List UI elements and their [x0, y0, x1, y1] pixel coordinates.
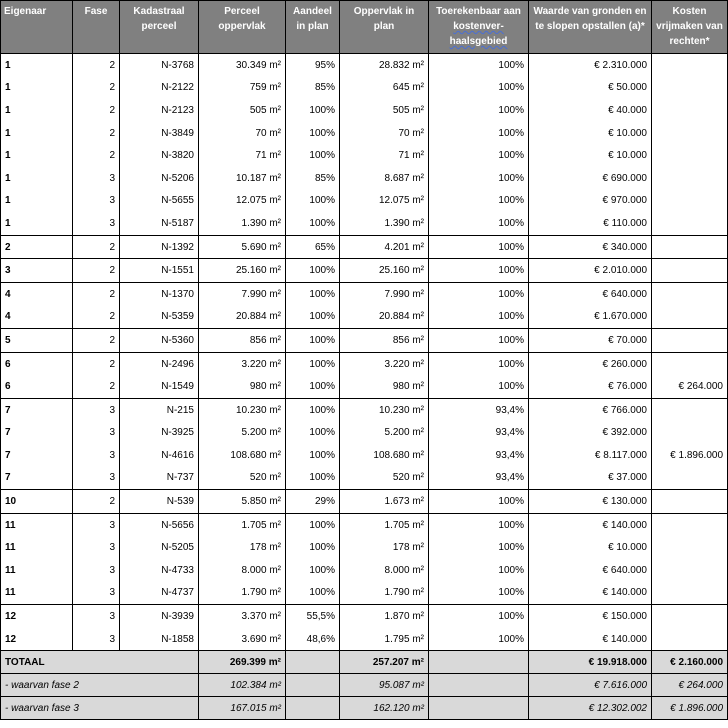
header-aandeel: Aandeel in plan	[286, 1, 340, 54]
kosten-cell	[652, 99, 728, 122]
perceel-oppervlak-cell: 178 m²	[199, 536, 286, 559]
fase-cell: 3	[73, 582, 120, 605]
fase-cell: 3	[73, 559, 120, 582]
kosten-cell	[652, 490, 728, 514]
kosten-cell	[652, 282, 728, 305]
perceel-oppervlak-cell: 108.680 m²	[199, 444, 286, 467]
perceel-cell: N-215	[120, 398, 199, 421]
aandeel-cell: 100%	[286, 375, 340, 398]
kosten-cell	[652, 582, 728, 605]
perceel-cell: N-3925	[120, 422, 199, 445]
perceel-cell: N-5187	[120, 212, 199, 235]
perceel-oppervlak-cell: 30.349 m²	[199, 54, 286, 77]
total-oppervlak-plan: 257.207 m²	[340, 651, 429, 674]
total-perceel-oppervlak: 269.399 m²	[199, 651, 286, 674]
waarde-cell: € 392.000	[529, 422, 652, 445]
oppervlak-plan-cell: 108.680 m²	[340, 444, 429, 467]
eigenaar-cell: 1	[1, 212, 73, 235]
total-empty	[429, 674, 529, 697]
perceel-cell: N-5205	[120, 536, 199, 559]
oppervlak-plan-cell: 1.673 m²	[340, 490, 429, 514]
kosten-cell	[652, 329, 728, 353]
toerekenbaar-cell: 93,4%	[429, 444, 529, 467]
perceel-cell: N-5360	[120, 329, 199, 353]
perceel-oppervlak-cell: 3.690 m²	[199, 628, 286, 651]
table-row	[1, 422, 728, 445]
waarde-cell: € 10.000	[529, 122, 652, 145]
oppervlak-plan-cell: 28.832 m²	[340, 54, 429, 77]
table-row	[1, 398, 728, 421]
fase-cell: 2	[73, 352, 120, 375]
fase-cell: 3	[73, 605, 120, 628]
eigenaar-cell: 1	[1, 54, 73, 77]
fase-cell: 3	[73, 212, 120, 235]
oppervlak-plan-cell: 70 m²	[340, 122, 429, 145]
aandeel-cell: 48,6%	[286, 628, 340, 651]
kosten-cell	[652, 513, 728, 536]
oppervlak-plan-cell: 1.795 m²	[340, 628, 429, 651]
aandeel-cell: 100%	[286, 582, 340, 605]
perceel-cell: N-3939	[120, 605, 199, 628]
total-kosten: € 1.896.000	[652, 697, 728, 720]
perceel-cell: N-4733	[120, 559, 199, 582]
waarde-cell: € 10.000	[529, 536, 652, 559]
eigenaar-cell: 11	[1, 582, 73, 605]
waarde-cell: € 640.000	[529, 559, 652, 582]
fase-cell: 2	[73, 99, 120, 122]
table-row	[1, 77, 728, 100]
aandeel-cell: 55,5%	[286, 605, 340, 628]
perceel-oppervlak-cell: 505 m²	[199, 99, 286, 122]
perceel-oppervlak-cell: 856 m²	[199, 329, 286, 353]
perceel-oppervlak-cell: 10.230 m²	[199, 398, 286, 421]
toerekenbaar-cell: 100%	[429, 99, 529, 122]
kosten-cell	[652, 167, 728, 190]
eigenaar-cell: 5	[1, 329, 73, 353]
toerekenbaar-cell: 100%	[429, 54, 529, 77]
fase-cell: 2	[73, 282, 120, 305]
fase-cell: 3	[73, 190, 120, 213]
waarde-cell: € 70.000	[529, 329, 652, 353]
table-row	[1, 190, 728, 213]
perceel-cell: N-5656	[120, 513, 199, 536]
perceel-oppervlak-cell: 8.000 m²	[199, 559, 286, 582]
total-perceel-oppervlak: 102.384 m²	[199, 674, 286, 697]
oppervlak-plan-cell: 645 m²	[340, 77, 429, 100]
eigenaar-cell: 7	[1, 467, 73, 490]
eigenaar-cell: 4	[1, 306, 73, 329]
aandeel-cell: 100%	[286, 122, 340, 145]
header-kadastraal: Kadastraal perceel	[120, 1, 199, 54]
perceel-cell: N-2122	[120, 77, 199, 100]
oppervlak-plan-cell: 1.390 m²	[340, 212, 429, 235]
kosten-cell	[652, 605, 728, 628]
perceel-cell: N-3820	[120, 144, 199, 167]
eigenaar-cell: 6	[1, 352, 73, 375]
table-row	[1, 375, 728, 398]
waarde-cell: € 340.000	[529, 235, 652, 259]
table-row	[1, 536, 728, 559]
waarde-cell: € 140.000	[529, 628, 652, 651]
aandeel-cell: 100%	[286, 398, 340, 421]
fase-cell: 3	[73, 513, 120, 536]
waarde-cell: € 40.000	[529, 99, 652, 122]
waarde-cell: € 10.000	[529, 144, 652, 167]
oppervlak-plan-cell: 980 m²	[340, 375, 429, 398]
perceel-cell: N-4737	[120, 582, 199, 605]
total-label: - waarvan fase 2	[1, 674, 199, 697]
waarde-cell: € 640.000	[529, 282, 652, 305]
kosten-cell	[652, 398, 728, 421]
perceel-cell: N-1370	[120, 282, 199, 305]
aandeel-cell: 100%	[286, 467, 340, 490]
perceel-cell: N-5359	[120, 306, 199, 329]
fase-cell: 2	[73, 329, 120, 353]
toerekenbaar-cell: 100%	[429, 513, 529, 536]
waarde-cell: € 8.117.000	[529, 444, 652, 467]
table-row	[1, 628, 728, 651]
perceel-oppervlak-cell: 980 m²	[199, 375, 286, 398]
toerekenbaar-cell: 100%	[429, 235, 529, 259]
total-empty	[286, 697, 340, 720]
oppervlak-plan-cell: 10.230 m²	[340, 398, 429, 421]
toerekenbaar-cell: 100%	[429, 352, 529, 375]
fase-cell: 2	[73, 490, 120, 514]
aandeel-cell: 100%	[286, 536, 340, 559]
waarde-cell: € 50.000	[529, 77, 652, 100]
perceel-cell: N-737	[120, 467, 199, 490]
eigenaar-cell: 1	[1, 144, 73, 167]
perceel-cell: N-2123	[120, 99, 199, 122]
waarde-cell: € 150.000	[529, 605, 652, 628]
aandeel-cell: 65%	[286, 235, 340, 259]
aandeel-cell: 100%	[286, 99, 340, 122]
fase-cell: 2	[73, 375, 120, 398]
aandeel-cell: 100%	[286, 444, 340, 467]
total-label: TOTAAL	[1, 651, 199, 674]
aandeel-cell: 85%	[286, 167, 340, 190]
eigenaar-cell: 11	[1, 513, 73, 536]
aandeel-cell: 100%	[286, 329, 340, 353]
kosten-cell	[652, 352, 728, 375]
toerekenbaar-cell: 100%	[429, 605, 529, 628]
perceel-oppervlak-cell: 1.705 m²	[199, 513, 286, 536]
table-row	[1, 513, 728, 536]
toerekenbaar-cell: 100%	[429, 490, 529, 514]
kosten-cell	[652, 122, 728, 145]
total-row	[1, 651, 728, 674]
fase-cell: 2	[73, 259, 120, 283]
kosten-cell	[652, 259, 728, 283]
toerekenbaar-cell: 100%	[429, 167, 529, 190]
table-row	[1, 235, 728, 259]
oppervlak-plan-cell: 178 m²	[340, 536, 429, 559]
table-row	[1, 329, 728, 353]
aandeel-cell: 100%	[286, 144, 340, 167]
eigenaar-cell: 2	[1, 235, 73, 259]
aandeel-cell: 100%	[286, 259, 340, 283]
aandeel-cell: 95%	[286, 54, 340, 77]
header-toerekenbaar-text: Toerekenbaar aan	[436, 6, 521, 17]
waarde-cell: € 1.670.000	[529, 306, 652, 329]
fase-cell: 2	[73, 122, 120, 145]
eigenaar-cell: 1	[1, 167, 73, 190]
total-empty	[429, 651, 529, 674]
toerekenbaar-cell: 100%	[429, 628, 529, 651]
kosten-cell	[652, 422, 728, 445]
fase-cell: 2	[73, 306, 120, 329]
fase-cell: 3	[73, 536, 120, 559]
waarde-cell: € 260.000	[529, 352, 652, 375]
eigenaar-cell: 7	[1, 444, 73, 467]
waarde-cell: € 690.000	[529, 167, 652, 190]
oppervlak-plan-cell: 1.790 m²	[340, 582, 429, 605]
toerekenbaar-cell: 100%	[429, 306, 529, 329]
perceel-oppervlak-cell: 10.187 m²	[199, 167, 286, 190]
kosten-cell	[652, 306, 728, 329]
perceel-oppervlak-cell: 25.160 m²	[199, 259, 286, 283]
kosten-cell	[652, 536, 728, 559]
perceel-oppervlak-cell: 3.370 m²	[199, 605, 286, 628]
table-row	[1, 282, 728, 305]
table-row	[1, 259, 728, 283]
oppervlak-plan-cell: 505 m²	[340, 99, 429, 122]
oppervlak-plan-cell: 8.000 m²	[340, 559, 429, 582]
toerekenbaar-cell: 100%	[429, 536, 529, 559]
toerekenbaar-cell: 100%	[429, 582, 529, 605]
waarde-cell: € 37.000	[529, 467, 652, 490]
eigenaar-cell: 12	[1, 628, 73, 651]
waarde-cell: € 2.010.000	[529, 259, 652, 283]
kosten-cell	[652, 77, 728, 100]
table-row	[1, 605, 728, 628]
total-label: - waarvan fase 3	[1, 697, 199, 720]
perceel-cell: N-1549	[120, 375, 199, 398]
table-row	[1, 467, 728, 490]
total-empty	[286, 651, 340, 674]
toerekenbaar-cell: 100%	[429, 190, 529, 213]
eigenaar-cell: 11	[1, 559, 73, 582]
aandeel-cell: 29%	[286, 490, 340, 514]
oppervlak-plan-cell: 71 m²	[340, 144, 429, 167]
toerekenbaar-cell: 100%	[429, 559, 529, 582]
perceel-cell: N-5655	[120, 190, 199, 213]
toerekenbaar-cell: 100%	[429, 77, 529, 100]
table-row	[1, 559, 728, 582]
perceel-cell: N-5206	[120, 167, 199, 190]
fase-cell: 2	[73, 77, 120, 100]
total-kosten: € 264.000	[652, 674, 728, 697]
table-row	[1, 54, 728, 77]
kosten-cell	[652, 54, 728, 77]
perceel-oppervlak-cell: 7.990 m²	[199, 282, 286, 305]
total-empty	[429, 697, 529, 720]
eigenaar-cell: 1	[1, 99, 73, 122]
aandeel-cell: 100%	[286, 212, 340, 235]
oppervlak-plan-cell: 5.200 m²	[340, 422, 429, 445]
eigenaar-cell: 1	[1, 122, 73, 145]
perceel-oppervlak-cell: 520 m²	[199, 467, 286, 490]
perceel-cell: N-3849	[120, 122, 199, 145]
aandeel-cell: 85%	[286, 77, 340, 100]
toerekenbaar-cell: 100%	[429, 329, 529, 353]
toerekenbaar-cell: 100%	[429, 259, 529, 283]
total-oppervlak-plan: 95.087 m²	[340, 674, 429, 697]
oppervlak-plan-cell: 7.990 m²	[340, 282, 429, 305]
table-row	[1, 122, 728, 145]
fase-cell: 3	[73, 628, 120, 651]
fase-cell: 3	[73, 444, 120, 467]
oppervlak-plan-cell: 520 m²	[340, 467, 429, 490]
perceel-cell: N-3768	[120, 54, 199, 77]
toerekenbaar-cell: 93,4%	[429, 422, 529, 445]
oppervlak-plan-cell: 4.201 m²	[340, 235, 429, 259]
waarde-cell: € 2.310.000	[529, 54, 652, 77]
header-oppervlak-plan: Oppervlak in plan	[340, 1, 429, 54]
oppervlak-plan-cell: 25.160 m²	[340, 259, 429, 283]
perceel-oppervlak-cell: 759 m²	[199, 77, 286, 100]
header-eigenaar: Eigenaar	[1, 1, 73, 54]
total-oppervlak-plan: 162.120 m²	[340, 697, 429, 720]
kosten-cell	[652, 144, 728, 167]
toerekenbaar-cell: 100%	[429, 122, 529, 145]
eigenaar-cell: 4	[1, 282, 73, 305]
kosten-cell: € 1.896.000	[652, 444, 728, 467]
fase-cell: 2	[73, 235, 120, 259]
toerekenbaar-cell: 100%	[429, 212, 529, 235]
header-toerekenbaar-spellcheck: kostenver-haalsgebied	[449, 21, 508, 47]
table-row	[1, 306, 728, 329]
perceel-cell: N-2496	[120, 352, 199, 375]
oppervlak-plan-cell: 1.705 m²	[340, 513, 429, 536]
toerekenbaar-cell: 100%	[429, 282, 529, 305]
waarde-cell: € 110.000	[529, 212, 652, 235]
toerekenbaar-cell: 93,4%	[429, 467, 529, 490]
fase-cell: 2	[73, 54, 120, 77]
fase-cell: 3	[73, 398, 120, 421]
oppervlak-plan-cell: 12.075 m²	[340, 190, 429, 213]
table-row	[1, 167, 728, 190]
aandeel-cell: 100%	[286, 190, 340, 213]
oppervlak-plan-cell: 8.687 m²	[340, 167, 429, 190]
total-waarde: € 12.302.002	[529, 697, 652, 720]
toerekenbaar-cell: 100%	[429, 144, 529, 167]
waarde-cell: € 140.000	[529, 582, 652, 605]
table-row	[1, 99, 728, 122]
toerekenbaar-cell: 100%	[429, 375, 529, 398]
eigenaar-cell: 7	[1, 422, 73, 445]
perceel-oppervlak-cell: 12.075 m²	[199, 190, 286, 213]
perceel-oppervlak-cell: 3.220 m²	[199, 352, 286, 375]
subtotal-row	[1, 674, 728, 697]
eigenaar-cell: 1	[1, 190, 73, 213]
perceel-oppervlak-cell: 71 m²	[199, 144, 286, 167]
total-empty	[286, 674, 340, 697]
waarde-cell: € 130.000	[529, 490, 652, 514]
toerekenbaar-cell: 93,4%	[429, 398, 529, 421]
table-row	[1, 144, 728, 167]
perceel-oppervlak-cell: 5.850 m²	[199, 490, 286, 514]
perceel-oppervlak-cell: 1.790 m²	[199, 582, 286, 605]
header-fase: Fase	[73, 1, 120, 54]
kosten-cell	[652, 467, 728, 490]
table-body	[1, 54, 728, 720]
total-waarde: € 7.616.000	[529, 674, 652, 697]
fase-cell: 3	[73, 467, 120, 490]
table-row	[1, 490, 728, 514]
aandeel-cell: 100%	[286, 513, 340, 536]
aandeel-cell: 100%	[286, 306, 340, 329]
eigenaar-cell: 7	[1, 398, 73, 421]
kosten-cell	[652, 212, 728, 235]
perceel-oppervlak-cell: 1.390 m²	[199, 212, 286, 235]
kosten-cell	[652, 559, 728, 582]
waarde-cell: € 140.000	[529, 513, 652, 536]
fase-cell: 2	[73, 144, 120, 167]
eigenaar-cell: 3	[1, 259, 73, 283]
perceel-cell: N-1858	[120, 628, 199, 651]
header-toerekenbaar	[429, 1, 529, 54]
total-kosten: € 2.160.000	[652, 651, 728, 674]
eigenaar-cell: 12	[1, 605, 73, 628]
waarde-cell: € 766.000	[529, 398, 652, 421]
perceel-cell: N-1392	[120, 235, 199, 259]
kosten-cell	[652, 235, 728, 259]
kosten-cell	[652, 190, 728, 213]
perceel-cell: N-1551	[120, 259, 199, 283]
oppervlak-plan-cell: 20.884 m²	[340, 306, 429, 329]
eigenaar-cell: 6	[1, 375, 73, 398]
table-row	[1, 444, 728, 467]
header-kosten: Kosten vrijmaken van rechten*	[652, 1, 728, 54]
total-waarde: € 19.918.000	[529, 651, 652, 674]
perceel-oppervlak-cell: 70 m²	[199, 122, 286, 145]
header-waarde: Waarde van gronden en te slopen opstallen (a)*	[529, 1, 652, 54]
table-row	[1, 352, 728, 375]
kosten-cell	[652, 628, 728, 651]
eigenaar-cell: 1	[1, 77, 73, 100]
perceel-oppervlak-cell: 5.690 m²	[199, 235, 286, 259]
perceel-cell: N-4616	[120, 444, 199, 467]
fase-cell: 3	[73, 422, 120, 445]
aandeel-cell: 100%	[286, 282, 340, 305]
oppervlak-plan-cell: 1.870 m²	[340, 605, 429, 628]
header-row	[1, 1, 728, 54]
aandeel-cell: 100%	[286, 559, 340, 582]
subtotal-row	[1, 697, 728, 720]
perceel-oppervlak-cell: 5.200 m²	[199, 422, 286, 445]
table-row	[1, 212, 728, 235]
header-perceel-oppervlak: Perceel oppervlak	[199, 1, 286, 54]
aandeel-cell: 100%	[286, 422, 340, 445]
perceel-oppervlak-cell: 20.884 m²	[199, 306, 286, 329]
oppervlak-plan-cell: 856 m²	[340, 329, 429, 353]
total-perceel-oppervlak: 167.015 m²	[199, 697, 286, 720]
eigenaar-cell: 11	[1, 536, 73, 559]
waarde-cell: € 76.000	[529, 375, 652, 398]
aandeel-cell: 100%	[286, 352, 340, 375]
kosten-cell: € 264.000	[652, 375, 728, 398]
perceel-cell: N-539	[120, 490, 199, 514]
table-row	[1, 582, 728, 605]
oppervlak-plan-cell: 3.220 m²	[340, 352, 429, 375]
fase-cell: 3	[73, 167, 120, 190]
waarde-cell: € 970.000	[529, 190, 652, 213]
eigenaar-cell: 10	[1, 490, 73, 514]
